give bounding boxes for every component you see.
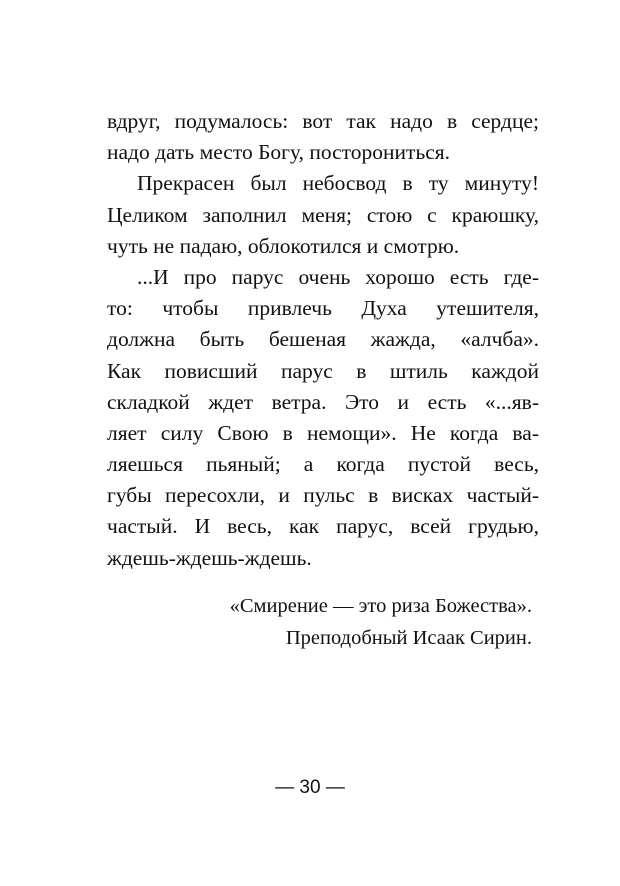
epigraph (230, 590, 532, 654)
page-number: — 30 — (275, 777, 345, 798)
body-line: губы пересохли, и пульс в висках частый- (107, 483, 539, 508)
body-line: ждешь-ждешь-ждешь. (107, 545, 312, 570)
body-text (107, 106, 539, 574)
body-line: ...И про парус очень хорошо есть где- (137, 264, 539, 289)
body-line: должна быть бешеная жажда, «алчба». (107, 327, 539, 352)
body-line: частый. И весь, как парус, всей грудью, (107, 514, 539, 539)
body-line: надо дать место Богу, посторониться. (107, 140, 451, 165)
body-line: Прекрасен был небосвод в ту минуту! (137, 171, 539, 196)
body-line: Как повисший парус в штиль каждой (107, 358, 539, 383)
body-line: вдруг, подумалось: вот так надо в сердце; (107, 109, 539, 133)
body-line: то: чтобы привлечь Духа утешителя, (107, 296, 539, 321)
body-line: ляет силу Свою в немощи». Не когда ва- (107, 420, 539, 445)
body-line: Целиком заполнил меня; стою с краюшку, (107, 202, 539, 227)
body-line: ляешься пьяный; а когда пустой весь, (107, 452, 539, 477)
body-line: складкой ждет ветра. Это и есть «...яв- (107, 389, 539, 414)
epigraph-author: Преподобный Исаак Сирин. (285, 627, 532, 649)
epigraph-quote: «Смирение — это риза Божества». (229, 595, 532, 617)
body-line: чуть не падаю, облокотился и смотрю. (107, 233, 460, 258)
